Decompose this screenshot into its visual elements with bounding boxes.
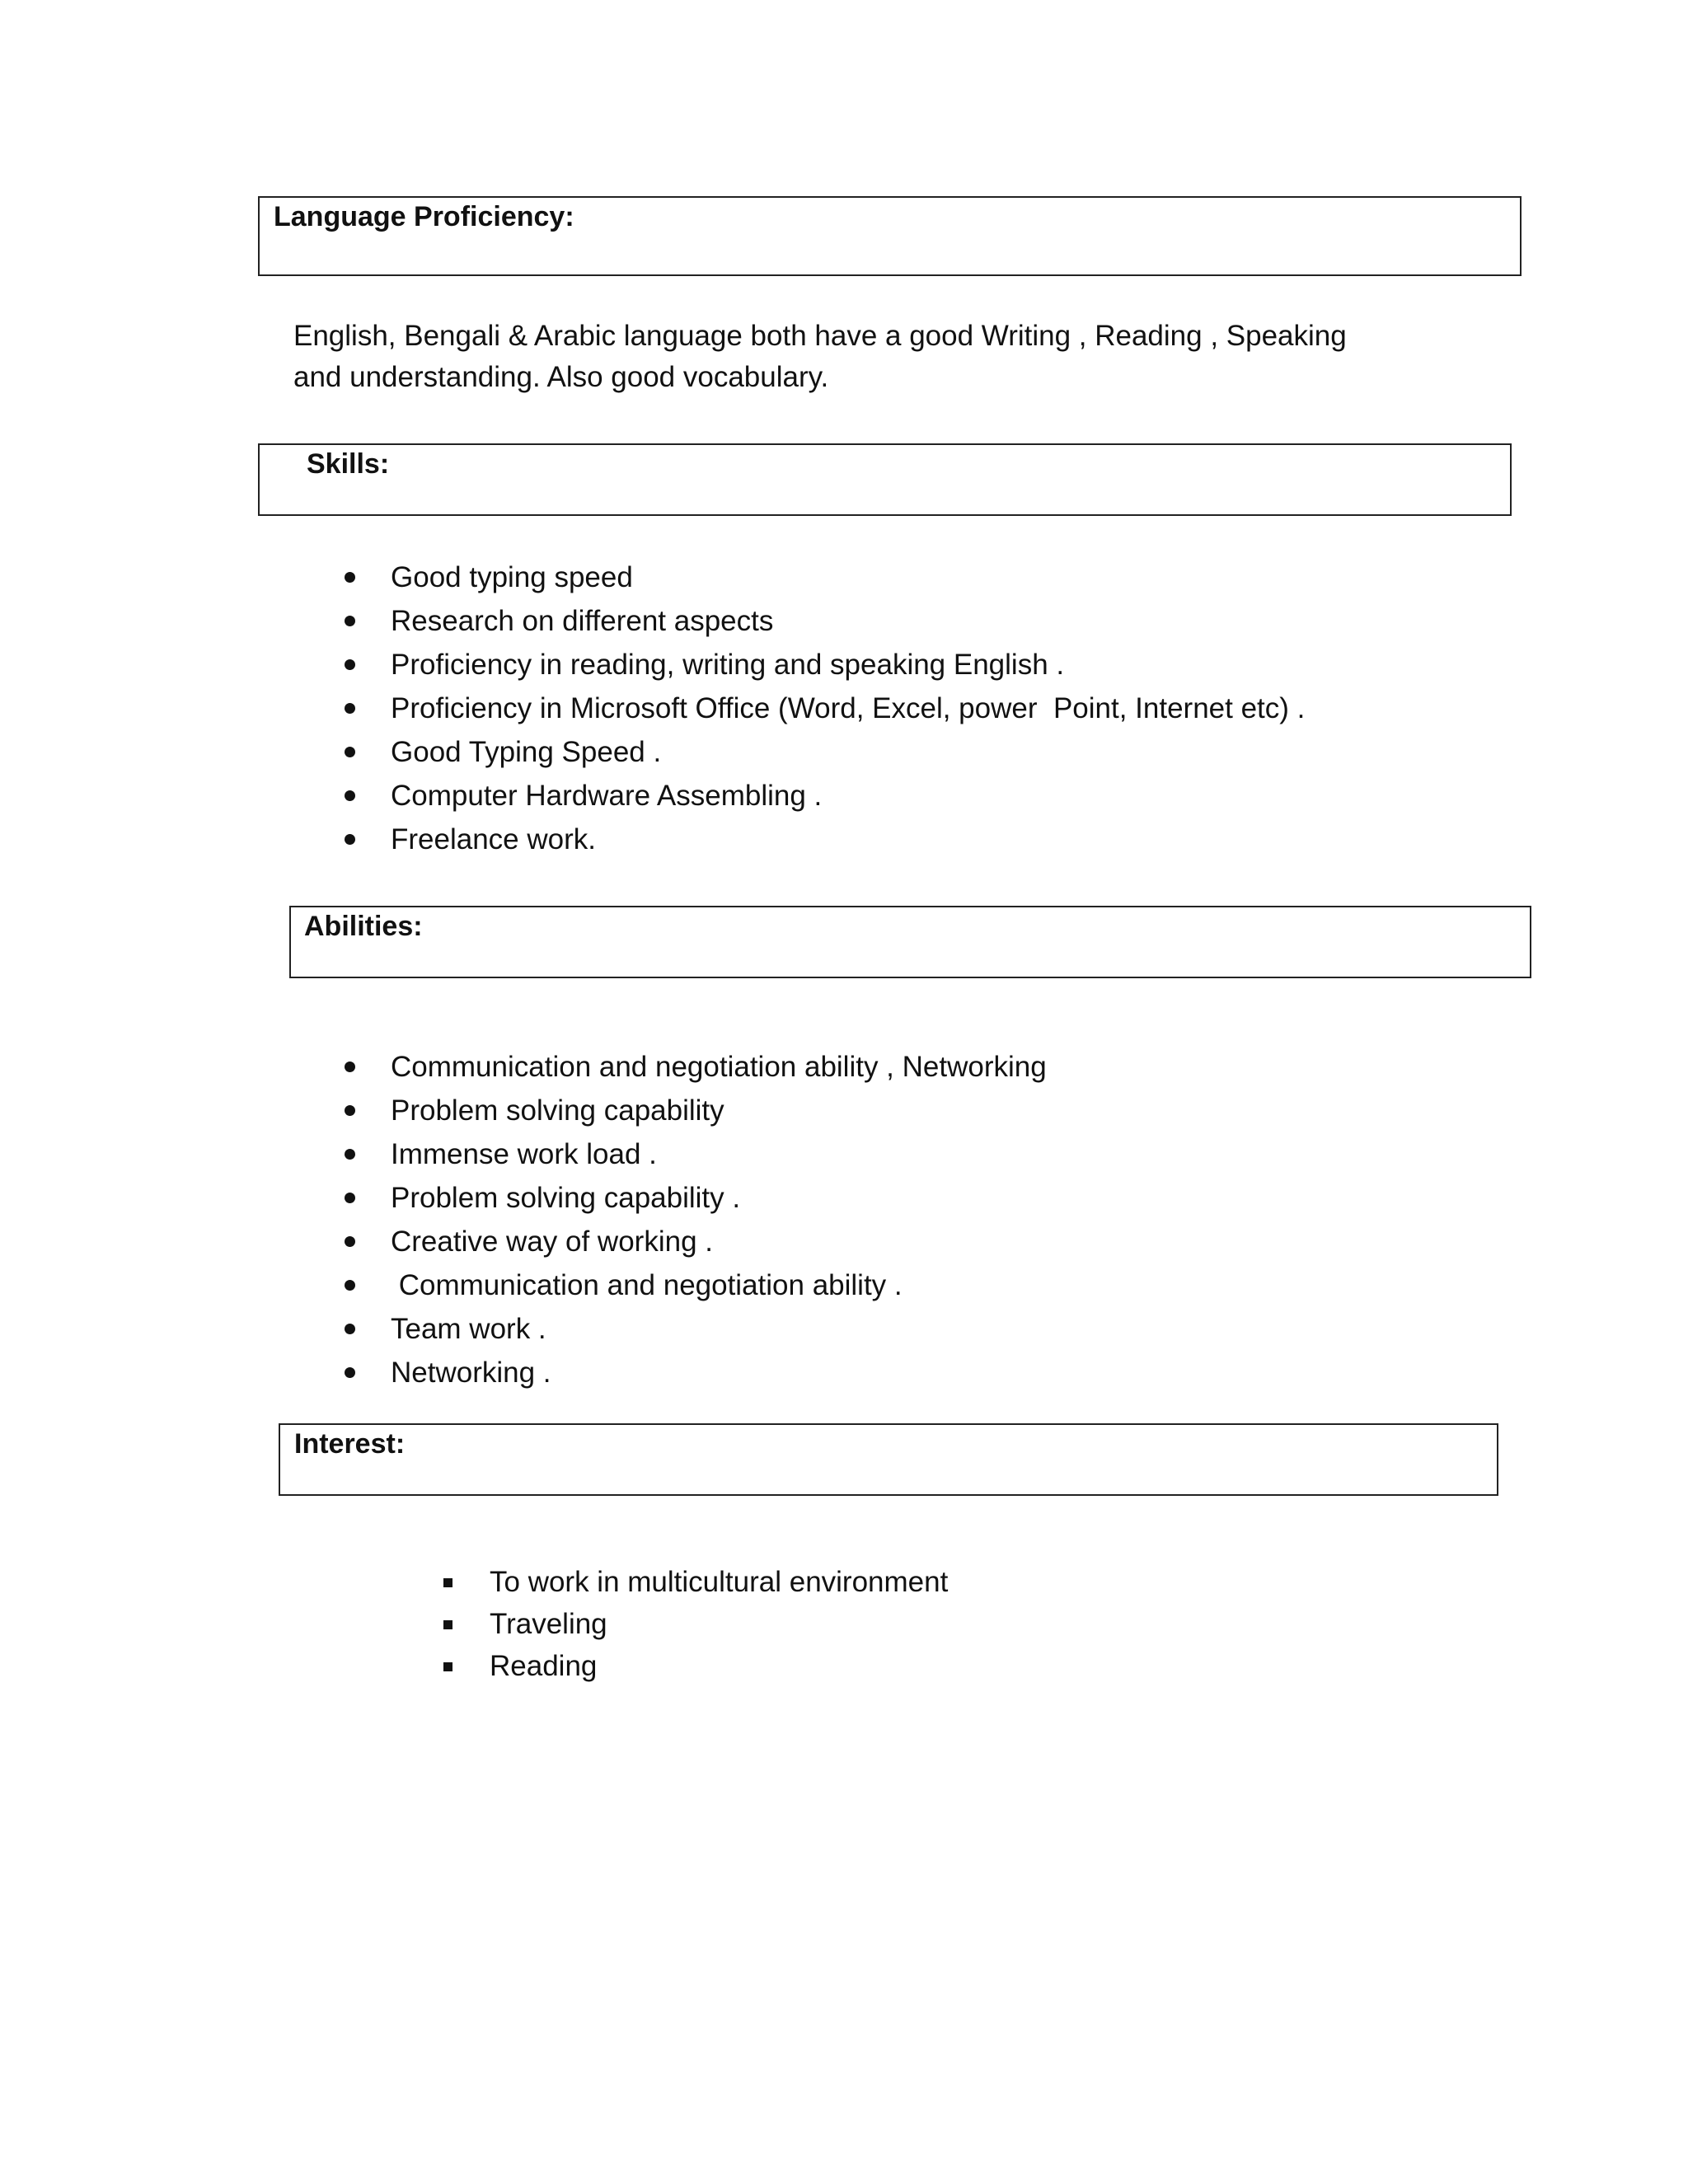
ability-list-item <box>345 1307 1416 1351</box>
skills-title: Skills: <box>307 448 390 480</box>
skill-list-item <box>345 643 1416 687</box>
bullet-square-icon <box>443 1578 452 1587</box>
ability-item-text: Creative way of working . <box>391 1226 713 1258</box>
abilities-header-box <box>289 906 1531 978</box>
language-proficiency-title: Language Proficiency: <box>274 201 574 232</box>
skill-item-text: Research on different aspects <box>391 605 774 637</box>
interest-list-item <box>443 1561 1432 1603</box>
ability-item-text: Team work . <box>391 1313 546 1345</box>
interest-header-box <box>279 1423 1498 1496</box>
interest-item-text: Traveling <box>490 1608 607 1640</box>
bullet-dot-icon <box>345 616 355 626</box>
bullet-dot-icon <box>345 659 355 670</box>
bullet-dot-icon <box>345 1105 355 1116</box>
bullet-dot-icon <box>345 1149 355 1160</box>
skill-item-text: Freelance work. <box>391 823 596 855</box>
ability-item-text: Immense work load . <box>391 1138 657 1170</box>
bullet-dot-icon <box>345 1367 355 1378</box>
skill-list-item <box>345 599 1416 643</box>
bullet-square-icon <box>443 1620 452 1629</box>
skill-list-item <box>345 687 1416 730</box>
ability-list-item <box>345 1176 1416 1220</box>
ability-list-item <box>345 1089 1416 1132</box>
skill-item-text: Good typing speed <box>391 561 633 593</box>
skills-list <box>345 555 1416 861</box>
interest-list <box>443 1561 1432 1687</box>
ability-item-text: Communication and negotiation ability . <box>391 1269 903 1301</box>
bullet-dot-icon <box>345 703 355 714</box>
interest-title: Interest: <box>294 1428 406 1460</box>
skill-list-item <box>345 774 1416 818</box>
language-proficiency-description: English, Bengali & Arabic language both have a good Writing , Reading , Speaking and understanding. Also good vocabulary. <box>293 320 1347 393</box>
ability-item-text: Communication and negotiation ability , Networking <box>391 1051 1047 1083</box>
skill-list-item <box>345 730 1416 774</box>
abilities-list <box>345 1045 1416 1394</box>
skill-list-item <box>345 555 1416 599</box>
skills-header-box <box>258 443 1512 516</box>
ability-list-item <box>345 1220 1416 1263</box>
ability-item-text: Problem solving capability <box>391 1094 724 1127</box>
bullet-dot-icon <box>345 834 355 845</box>
ability-item-text: Problem solving capability . <box>391 1182 741 1214</box>
bullet-dot-icon <box>345 790 355 801</box>
ability-list-item <box>345 1263 1416 1307</box>
bullet-dot-icon <box>345 1280 355 1291</box>
interest-list-item <box>443 1645 1432 1687</box>
bullet-square-icon <box>443 1662 452 1671</box>
abilities-title: Abilities: <box>304 911 423 942</box>
skill-item-text: Computer Hardware Assembling . <box>391 780 823 812</box>
skill-item-text: Good Typing Speed . <box>391 736 662 768</box>
bullet-dot-icon <box>345 1193 355 1203</box>
bullet-dot-icon <box>345 1062 355 1072</box>
interest-item-text: Reading <box>490 1650 598 1682</box>
skill-item-text: Proficiency in reading, writing and speaking English . <box>391 649 1065 681</box>
bullet-dot-icon <box>345 1324 355 1334</box>
interest-item-text: To work in multicultural environment <box>490 1566 949 1598</box>
ability-item-text: Networking . <box>391 1357 551 1389</box>
skill-item-text: Proficiency in Microsoft Office (Word, Excel, power Point, Internet etc) . <box>391 692 1306 724</box>
ability-list-item <box>345 1351 1416 1394</box>
interest-list-item <box>443 1603 1432 1645</box>
bullet-dot-icon <box>345 1236 355 1247</box>
ability-list-item <box>345 1045 1416 1089</box>
ability-list-item <box>345 1132 1416 1176</box>
skill-list-item <box>345 818 1416 861</box>
bullet-dot-icon <box>345 572 355 583</box>
bullet-dot-icon <box>345 747 355 757</box>
